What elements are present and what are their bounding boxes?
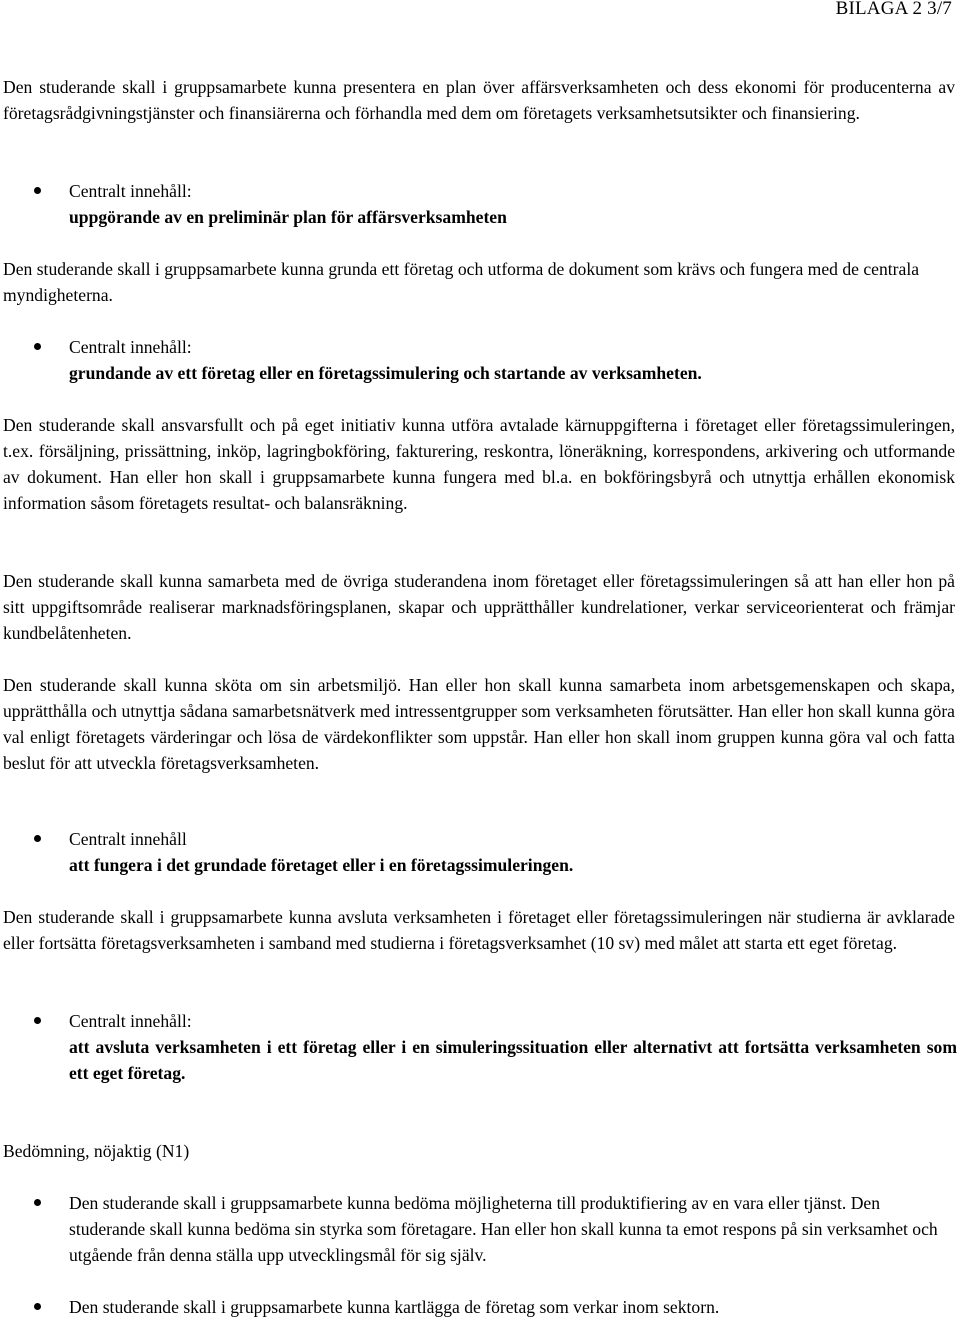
- page-header: BILAGA 2 3/7: [835, 0, 952, 19]
- bullet-icon: [34, 826, 46, 852]
- assessment-heading: Bedömning, nöjaktig (N1): [3, 1141, 190, 1161]
- paragraph-founding: Den studerande skall i gruppsamarbete kunna grunda ett företag och utforma de dokument som krävs och fungera med de centrala myndigheterna.: [3, 259, 920, 305]
- bullet-icon: [34, 334, 46, 360]
- assessment-item: Den studerande skall i gruppsamarbete kunna kartlägga de företag som verkar inom sektorn.: [69, 1297, 720, 1317]
- paragraph-closing: Den studerande skall i gruppsamarbete kunna avsluta verksamheten i företaget eller företagssimuleringen när studierna är avklarade eller fortsätta företagsverksamheten i samband med studierna i företagsverksamhet (10 sv) med målet att starta ett eget företag.: [3, 907, 955, 953]
- assessment-item: Den studerande skall i gruppsamarbete kunna bedöma möjligheterna till produktifiering av en vara eller tjänst. Den studerande skall kunna bedöma sin styrka som företagare. Han eller hon skall kunna ta emot respons på sin verksamhet och utgående från denna ställa upp utvecklingsmål för sig själv.: [69, 1193, 938, 1265]
- paragraph-cooperation: Den studerande skall kunna samarbeta med de övriga studerandena inom företaget eller företagssimuleringen så att han eller hon på sitt uppgiftsområde realiserar marknadsföringsplanen, skapar och upprätthåller kundrelationer, verkar serviceorienterat och främjar kundbelåtenheten.: [3, 571, 955, 643]
- content-label: Centralt innehåll: [69, 829, 187, 849]
- content-label: Centralt innehåll:: [69, 181, 192, 201]
- bullet-icon: [34, 1008, 46, 1034]
- paragraph-work-environment: Den studerande skall kunna sköta om sin arbetsmiljö. Han eller hon skall kunna samarbeta inom arbetsgemenskapen och skapa, upprätthålla och utnyttja sådana samarbetsnätverk med intressentgrupper som verksamheten förutsätter. Han eller hon skall kunna göra val enligt företagets värderingar och lösa de värdekonflikter som uppstår. Han eller hon skall inom gruppen kunna göra val och fatta beslut för att utveckla företagsverksamheten.: [3, 675, 955, 773]
- bullet-icon: [34, 178, 46, 204]
- content-label: Centralt innehåll:: [69, 337, 192, 357]
- paragraph-core-tasks: Den studerande skall ansvarsfullt och på eget initiativ kunna utföra avtalade kärnuppgifterna i företaget eller företagssimuleringen, t.ex. försäljning, prissättning, inköp, lagringbokföring, fakturering, reskontra, löneräkning, korrespondens, arkivering och utformande av dokument. Han eller hon skall i gruppsamarbete kunna fungera med bl.a. en bokföringsbyrå och utnyttja erhållen ekonomisk information såsom företagets resultat- och balansräkning.: [3, 415, 955, 513]
- bullet-icon: [34, 1294, 46, 1320]
- bullet-icon: [34, 1190, 46, 1216]
- content-text: att fungera i det grundade företaget eller i en företagssimuleringen.: [69, 855, 574, 875]
- content-label: Centralt innehåll:: [69, 1011, 192, 1031]
- content-text: att avsluta verksamheten i ett företag eller i en simuleringssituation eller alternativt att fortsätta verksamheten som ett eget företag.: [69, 1037, 957, 1083]
- content-text: uppgörande av en preliminär plan för affärsverksamheten: [69, 207, 507, 227]
- paragraph-plan: Den studerande skall i gruppsamarbete kunna presentera en plan över affärsverksamheten och dess ekonomi för producenterna av företagsrådgivningstjänster och finansiärerna och förhandla med dem om företagets verksamhetsutsikter och finansiering.: [3, 77, 955, 123]
- content-text: grundande av ett företag eller en företagssimulering och startande av verksamheten.: [69, 363, 702, 383]
